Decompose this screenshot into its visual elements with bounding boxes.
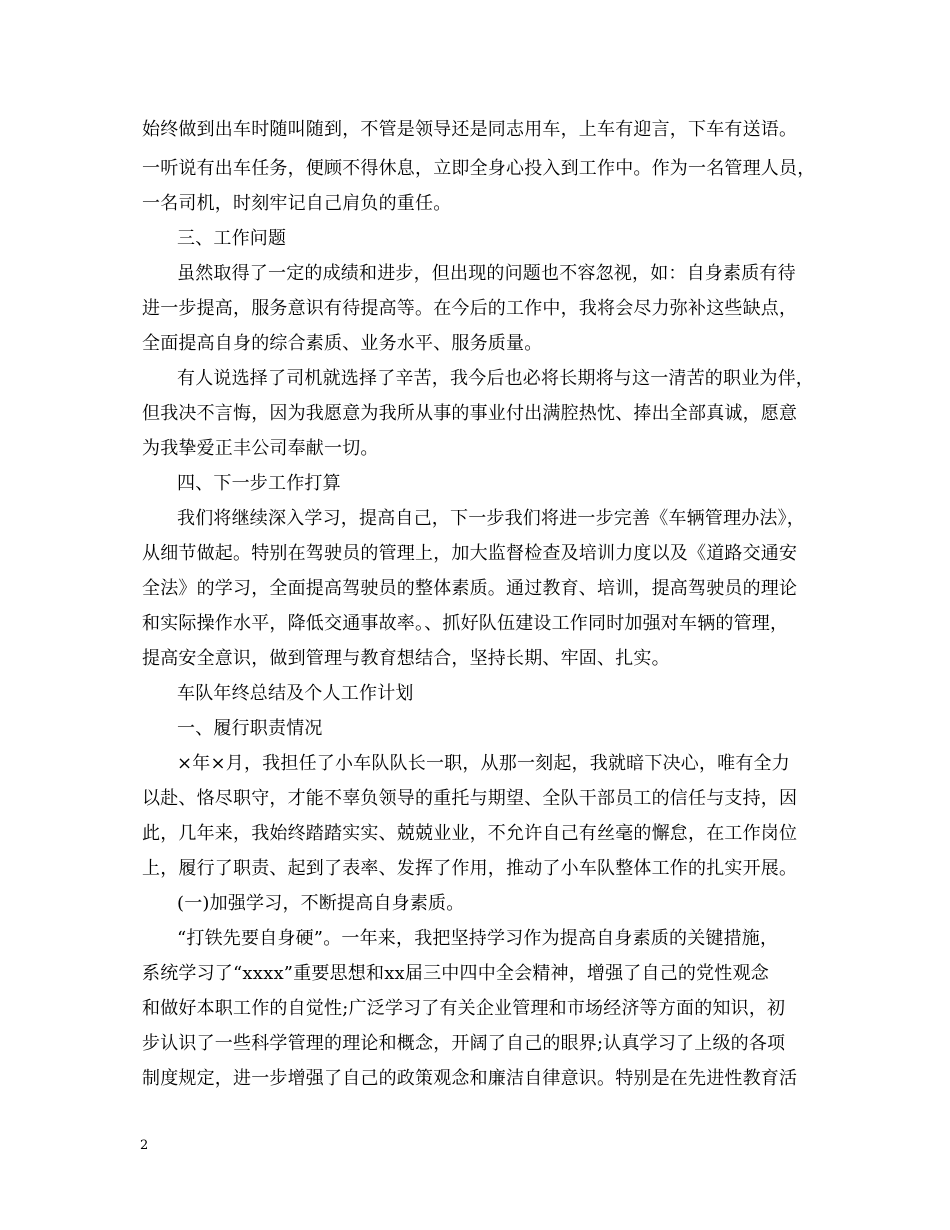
- text-line: 但我决不言悔，因为我愿意为我所从事的事业付出满腔热忱、捧出全部真诚，愿意: [142, 403, 798, 424]
- text-line: 上，履行了职责、起到了表率、发挥了作用，推动了小车队整体工作的扎实开展。: [142, 858, 798, 879]
- text-line: 虽然取得了一定的成绩和进步，但出现的问题也不容忽视，如：自身素质有待: [177, 263, 796, 284]
- text-line: 制度规定，进一步增强了自己的政策观念和廉洁自律意识。特别是在先进性教育活: [142, 1068, 798, 1089]
- text-line: 有人说选择了司机就选择了辛苦，我今后也必将长期将与这一清苦的职业为伴，: [177, 368, 814, 389]
- text-line: 进一步提高，服务意识有待提高等。在今后的工作中，我将会尽力弥补这些缺点，: [142, 298, 798, 319]
- text-line: 我们将继续深入学习，提高自己，下一步我们将进一步完善《车辆管理办法》，: [177, 508, 805, 529]
- text-line: 全面提高自身的综合素质、业务水平、服务质量。: [142, 333, 543, 354]
- text-line: 和做好本职工作的自觉性;广泛学习了有关企业管理和市场经济等方面的知识，初: [142, 998, 786, 1019]
- text-line: 一听说有出车任务，便顾不得休息，立即全身心投入到工作中。作为一名管理人员，: [142, 158, 816, 179]
- text-line: 始终做到出车时随叫随到，不管是领导还是同志用车，上车有迎言，下车有送语。: [142, 119, 798, 140]
- text-line: 步认识了一些科学管理的理论和概念，开阔了自己的眼界;认真学习了上级的各项: [142, 1033, 786, 1054]
- section-heading: 三、工作问题: [177, 228, 287, 249]
- text-line: 系统学习了“xxxx”重要思想和xx届三中四中全会精神，增强了自己的党性观念: [142, 963, 769, 984]
- text-line: 全法》的学习，全面提高驾驶员的整体素质。通过教育、培训，提高驾驶员的理论: [142, 578, 798, 599]
- text-line: 以赴、恪尽职守，才能不辜负领导的重托与期望、全队干部员工的信任与支持，因: [142, 788, 798, 809]
- page-number: 2: [140, 1138, 149, 1153]
- section-heading: 一、履行职责情况: [177, 718, 323, 739]
- text-line: 一名司机，时刻牢记自己肩负的重任。: [142, 193, 452, 214]
- text-line: “打铁先要自身硬”。一年来，我把坚持学习作为提高自身素质的关键措施，: [177, 928, 779, 949]
- subsection-heading: (一)加强学习，不断提高自身素质。: [177, 893, 465, 914]
- text-line: 从细节做起。特别在驾驶员的管理上，加大监督检查及培训力度以及《道路交通安: [142, 543, 798, 564]
- text-line: ×年×月，我担任了小车队队长一职，从那一刻起，我就暗下决心，唯有全力: [177, 753, 790, 774]
- text-line: 和实际操作水平，降低交通事故率。、抓好队伍建设工作同时加强对车辆的管理，: [142, 613, 789, 634]
- text-line: 此，几年来，我始终踏踏实实、兢兢业业，不允许自己有丝毫的懈怠，在工作岗位: [142, 823, 798, 844]
- section-heading: 四、下一步工作打算: [177, 473, 341, 494]
- text-line: 为我挚爱正丰公司奉献一切。: [142, 438, 379, 459]
- text-line: 提高安全意识，做到管理与教育想结合，坚持长期、牢固、扎实。: [142, 648, 670, 669]
- document-title: 车队年终总结及个人工作计划: [177, 683, 414, 704]
